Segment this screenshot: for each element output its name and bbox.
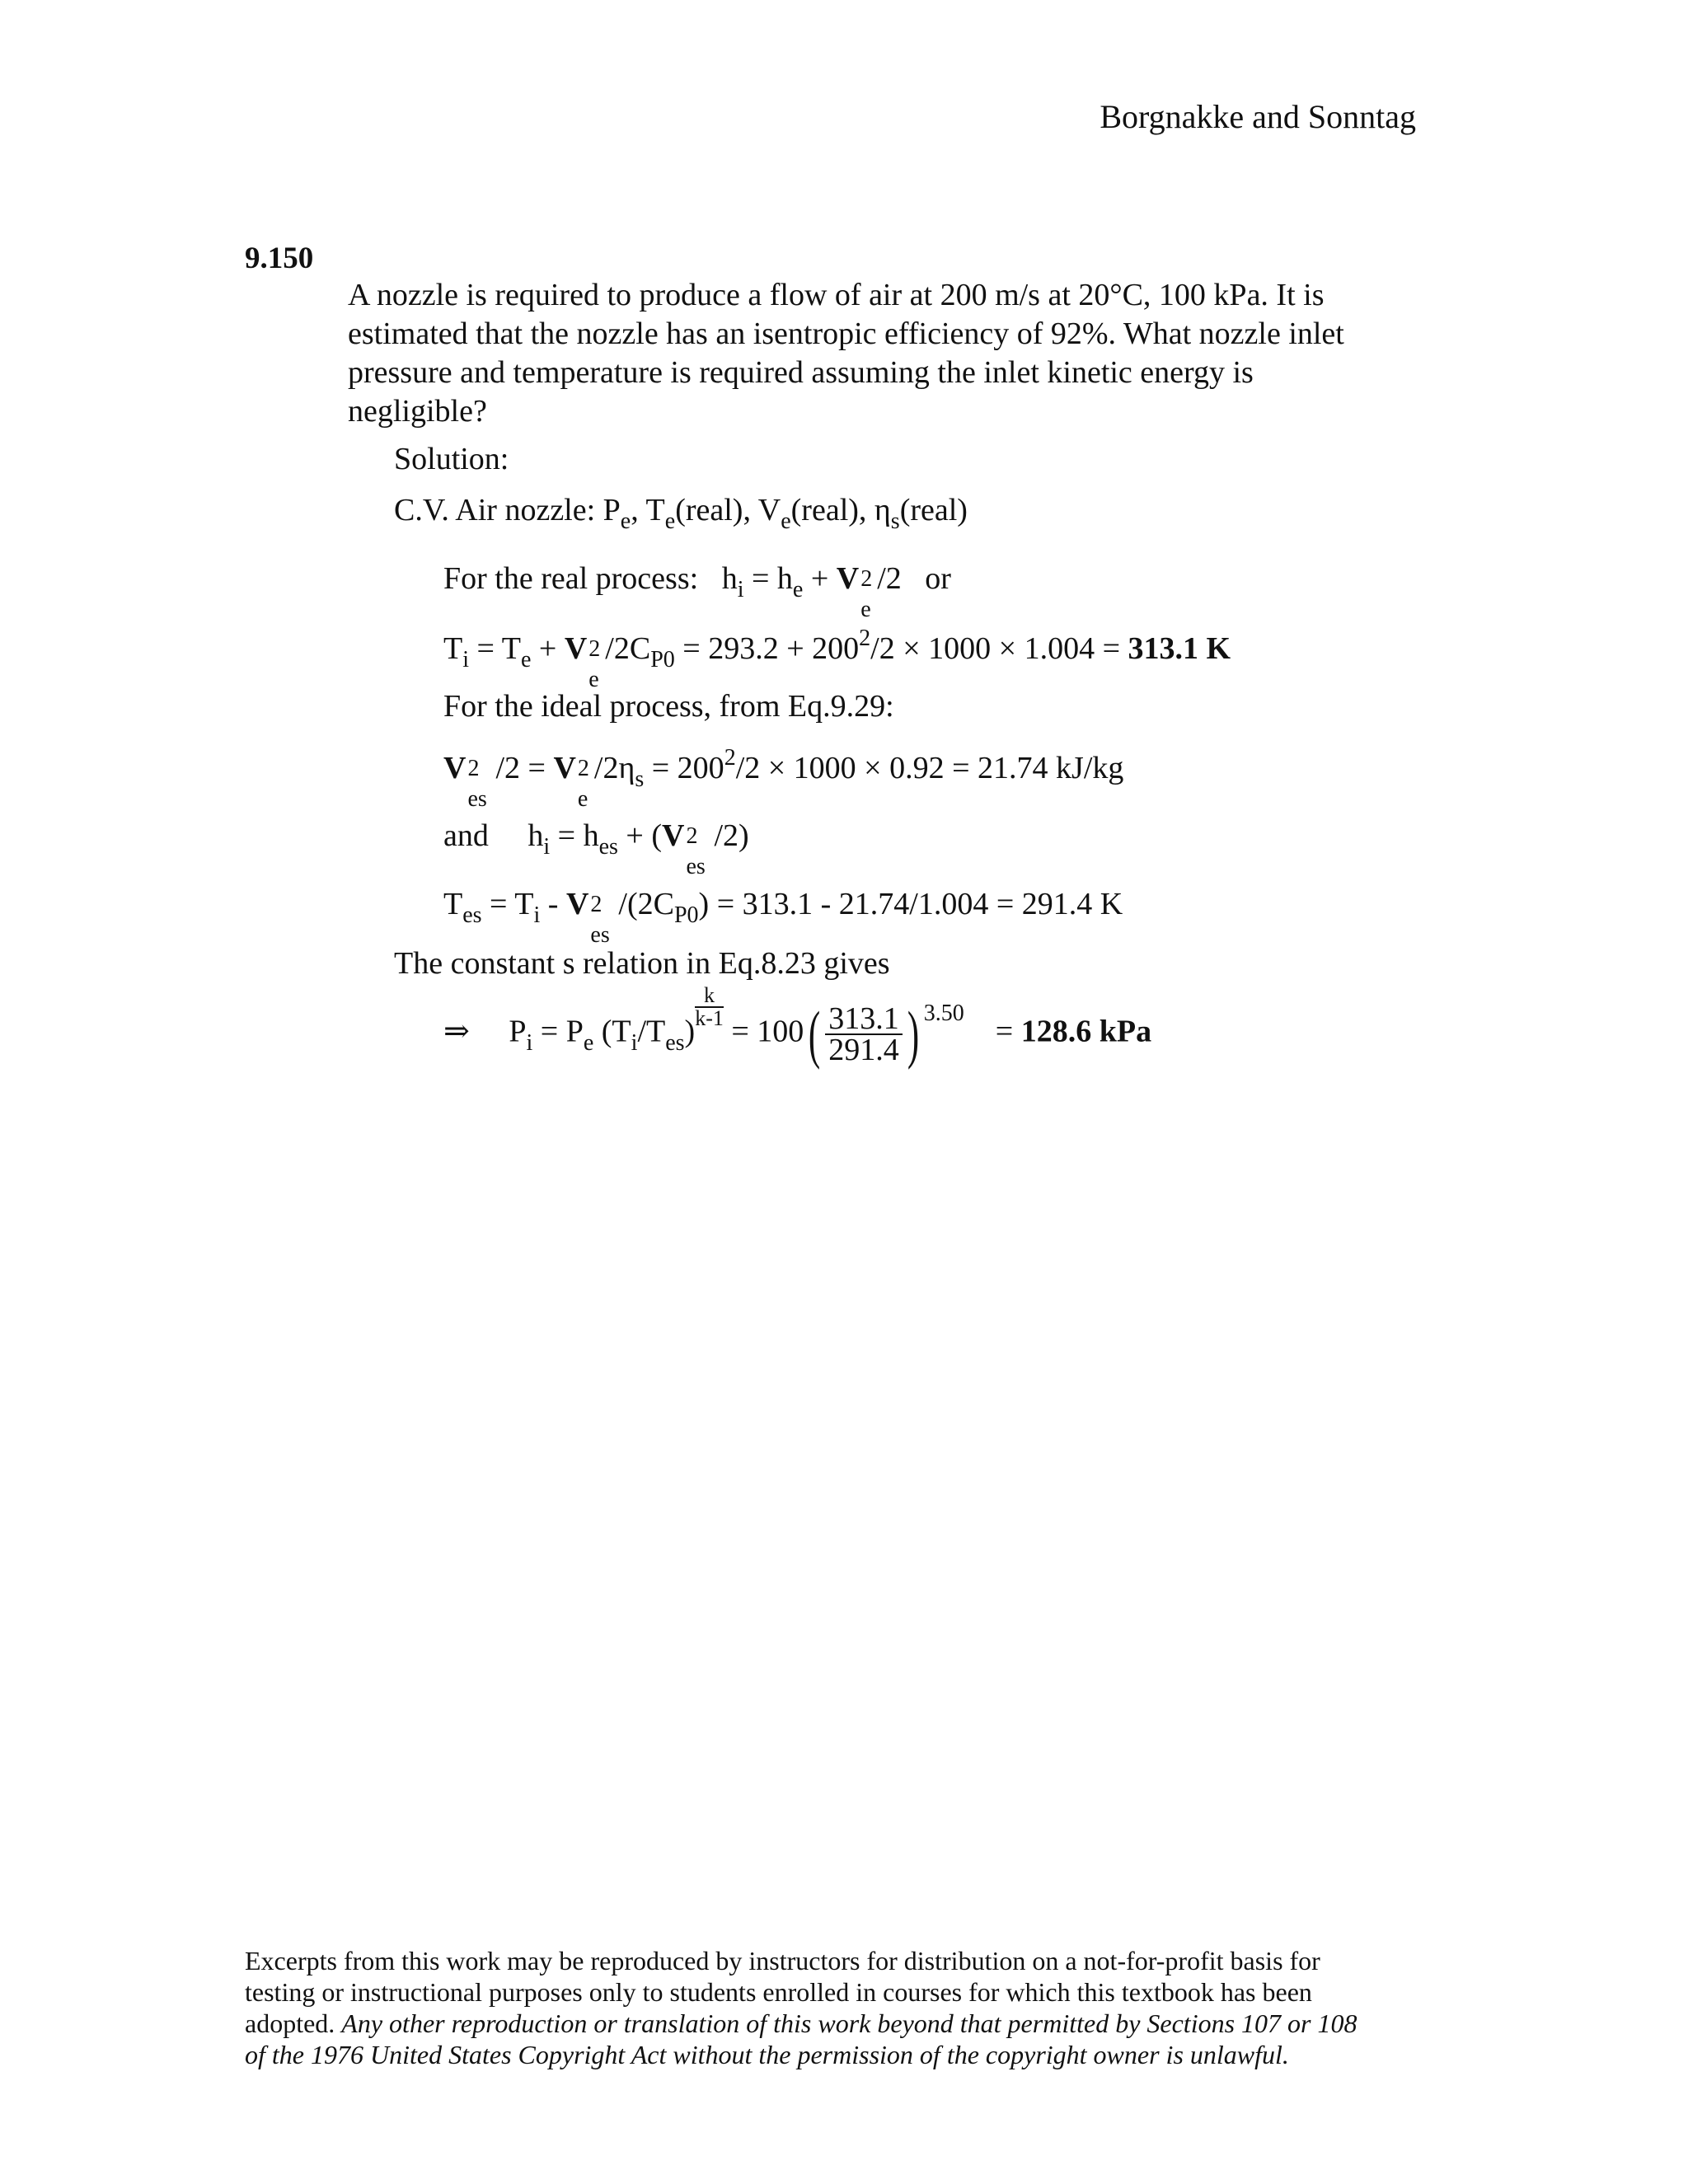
inlet-temperature-result: 313.1 K: [1128, 631, 1231, 666]
eq-sup: 2: [686, 823, 698, 849]
footer-line: testing or instructional purposes only to students enrolled in courses for which this textbook has been: [245, 1977, 1312, 2007]
eq-text: = P: [532, 1014, 584, 1049]
eq-text: = T: [481, 887, 534, 921]
eq-symbol: T: [443, 887, 463, 921]
velocity-symbol: V: [553, 751, 576, 785]
problem-number: 9.150: [245, 241, 314, 275]
eq-text: /2C: [605, 631, 651, 666]
eq-text: = 200: [644, 751, 724, 785]
eq-sub: i: [533, 902, 541, 928]
control-volume-line: [394, 492, 968, 534]
eq-text: or: [925, 561, 951, 596]
cv-sub: e: [664, 509, 676, 534]
exponent-fraction: [695, 985, 724, 1029]
eq-text: /T: [637, 1014, 666, 1049]
eq-text: = 100: [723, 1014, 804, 1049]
footer-line: [245, 2008, 1440, 2039]
eq-sub: e: [588, 667, 599, 692]
real-process-label: For the real process:: [443, 561, 699, 596]
eq-text: /2: [877, 561, 902, 596]
right-paren: ): [907, 998, 919, 1070]
problem-line: negligible?: [348, 394, 487, 429]
eq-text: +: [803, 561, 837, 596]
page-header: Borgnakke and Sonntag: [1100, 98, 1416, 135]
eq-sup: 2: [859, 626, 871, 651]
fraction-denominator: 291.4: [828, 1033, 899, 1067]
eq-sub: es: [590, 922, 610, 948]
eq-symbol: h: [721, 561, 738, 596]
footer-italic-text: of the 1976 United States Copyright Act without the permission of the copyright owner is unlawful.: [245, 2040, 1289, 2069]
eq-text: /2 =: [495, 751, 554, 785]
exponent-denominator: k-1: [695, 1006, 724, 1030]
copyright-footer: [245, 1945, 1440, 2070]
cv-text: (real), η: [790, 493, 891, 527]
problem-statement: [348, 276, 1444, 431]
cv-text: (real), V: [675, 493, 781, 527]
eq-sup: 2: [590, 892, 603, 917]
eq-text: /(2C: [618, 887, 674, 921]
ideal-process-label: For the ideal process, from Eq.9.29:: [443, 689, 894, 724]
real-process-equation: [443, 560, 951, 622]
eq-sub: es: [686, 854, 706, 879]
velocity-symbol: V: [836, 561, 860, 596]
eq-sub: i: [526, 1029, 533, 1056]
inlet-pressure-result: 128.6 kPa: [1020, 1014, 1152, 1049]
eq-text: + (: [617, 818, 663, 853]
fraction-numerator: 313.1: [825, 1004, 903, 1035]
velocity-symbol: V: [565, 887, 589, 921]
left-paren: (: [809, 998, 821, 1070]
cv-text: , T: [631, 493, 665, 527]
cv-text: C.V. Air nozzle: P: [394, 493, 621, 527]
cv-sub: e: [620, 509, 631, 534]
eq-sup: 2: [577, 756, 589, 781]
eq-sub: i: [737, 577, 744, 602]
eq-sub: es: [665, 1029, 685, 1056]
isentropic-temperature-equation: [443, 886, 1123, 948]
eq-sub: e: [860, 597, 871, 622]
eq-sub: P0: [673, 902, 699, 928]
temperature-ratio-fraction: [825, 1001, 903, 1067]
velocity-symbol: V: [662, 818, 685, 853]
eq-sup: 3.50: [923, 1000, 964, 1026]
eq-symbol: h: [528, 818, 544, 853]
eq-sub: s: [635, 766, 645, 792]
inlet-temperature-equation: [443, 626, 1231, 692]
eq-sub: e: [792, 577, 804, 602]
problem-line: estimated that the nozzle has an isentropic efficiency of 92%. What nozzle inlet: [348, 316, 1344, 351]
footer-line: Excerpts from this work may be reproduced by instructors for distribution on a not-for-profit basis for: [245, 1946, 1320, 1975]
eq-sub: i: [543, 834, 551, 860]
velocity-symbol: V: [443, 751, 467, 785]
problem-line: pressure and temperature is required assuming the inlet kinetic energy is: [348, 355, 1254, 390]
eq-sup: 2: [860, 566, 873, 592]
constant-s-relation-label: The constant s relation in Eq.8.23 gives: [394, 946, 890, 981]
eq-text: /2η: [593, 751, 635, 785]
velocity-symbol: V: [564, 631, 588, 666]
eq-text: and: [443, 818, 489, 853]
eq-text: /2): [714, 818, 749, 853]
eq-sup: 2: [467, 756, 480, 781]
inlet-pressure-equation: [443, 983, 1152, 1070]
eq-sub: e: [583, 1029, 594, 1056]
eq-sub: es: [462, 902, 482, 928]
exponent-numerator: k: [695, 985, 724, 1008]
eq-sub: P0: [650, 647, 675, 673]
eq-symbol: T: [443, 631, 463, 666]
eq-sub: es: [598, 834, 618, 860]
eq-sup: 2: [724, 745, 736, 771]
eq-sub: e: [577, 786, 588, 812]
eq-sub: es: [467, 786, 487, 812]
enthalpy-relation: [443, 818, 749, 879]
eq-text: ): [684, 1014, 696, 1049]
footer-text: adopted.: [245, 2008, 342, 2038]
eq-symbol: P: [509, 1014, 527, 1049]
solution-label: Solution:: [394, 442, 509, 476]
eq-text: =: [995, 1014, 1021, 1049]
eq-text: = 293.2 + 200: [674, 631, 860, 666]
eq-text: ) = 313.1 - 21.74/1.004 = 291.4 K: [698, 887, 1123, 921]
eq-text: = h: [550, 818, 599, 853]
implies-arrow: ⇒: [443, 1014, 470, 1049]
eq-text: = h: [743, 561, 793, 596]
cv-sub: s: [890, 509, 900, 534]
eq-sub: i: [631, 1029, 638, 1056]
problem-line: A nozzle is required to produce a flow of air at 200 m/s at 20°C, 100 kPa. It is: [348, 278, 1325, 312]
footer-line: [245, 2039, 1440, 2070]
eq-text: -: [540, 887, 566, 921]
eq-sub: e: [520, 647, 532, 673]
eq-text: = T: [469, 631, 521, 666]
eq-text: +: [531, 631, 565, 666]
isentropic-velocity-equation: [443, 745, 1124, 812]
cv-text: (real): [899, 493, 968, 527]
eq-sup: 2: [588, 636, 601, 662]
footer-italic-text: Any other reproduction or translation of this work beyond that permitted by Sections 107 or 108: [341, 2008, 1357, 2038]
eq-text: /2 × 1000 × 1.004 =: [870, 631, 1128, 666]
eq-sub: i: [462, 647, 469, 673]
eq-text: /2 × 1000 × 0.92 = 21.74 kJ/kg: [735, 751, 1124, 785]
eq-text: (T: [593, 1014, 631, 1049]
cv-sub: e: [781, 509, 791, 534]
